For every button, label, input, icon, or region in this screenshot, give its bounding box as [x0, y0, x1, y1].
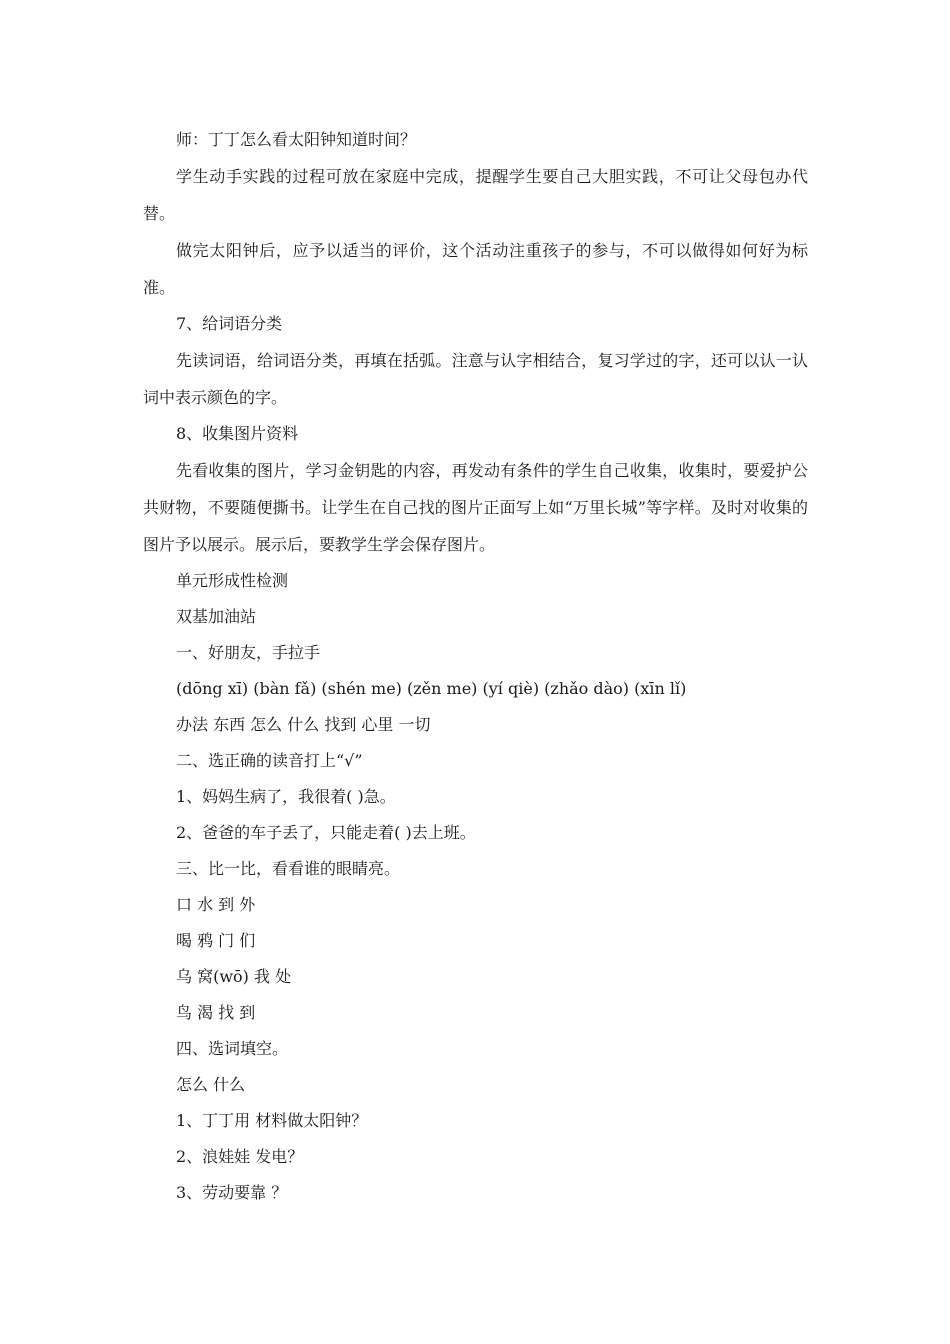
- question-1-pinyin: (dōng xī) (bàn fǎ) (shén me) (zěn me) (yí qiè) (zhǎo dào) (xīn lǐ): [176, 679, 687, 698]
- basics-title: 双基加油站: [176, 607, 257, 626]
- question-4-title: 四、选词填空。: [176, 1039, 289, 1058]
- section-7-body: 先读词语，给词语分类，再填在括弧。注意与认字相结合，复习学过的字，还可以认一认词中表示颜色的字。: [143, 351, 808, 407]
- question-2-item-1: 1、妈妈生病了，我很着( )急。: [176, 787, 396, 806]
- unit-test-title: 单元形成性检测: [176, 571, 289, 590]
- question-3-row-1: 口 水 到 外: [176, 895, 256, 914]
- question-4-item-3: 3、劳动要靠 ？: [176, 1183, 288, 1202]
- section-8-title: 8、收集图片资料: [176, 424, 299, 443]
- question-2-item-2: 2、爸爸的车子丢了，只能走着( )去上班。: [176, 823, 476, 842]
- question-4-options: 怎么 什么: [176, 1075, 246, 1094]
- question-3-row-2: 喝 鸦 门 们: [176, 931, 256, 950]
- document-body: [143, 122, 808, 1211]
- paragraph-teacher-question: 师：丁丁怎么看太阳钟知道时间？: [176, 130, 417, 149]
- question-1-words: 办法 东西 怎么 什么 找到 心里 一切: [176, 715, 431, 734]
- question-4-item-1: 1、丁丁用 材料做太阳钟？: [176, 1111, 368, 1130]
- section-8-body: 先看收集的图片，学习金钥匙的内容，再发动有条件的学生自己收集，收集时，要爱护公共财物，不要随便撕书。让学生在自己找的图片正面写上如“万里长城”等字样。及时对收集的图片予以展示。展示后，要教学生学会保存图片。: [143, 461, 808, 554]
- paragraph-practice-note: 学生动手实践的过程可放在家庭中完成，提醒学生要自己大胆实践，不可让父母包办代替。: [143, 167, 808, 223]
- question-4-item-2: 2、浪娃娃 发电？: [176, 1147, 304, 1166]
- question-1-title: 一、好朋友，手拉手: [176, 643, 321, 662]
- question-2-title: 二、选正确的读音打上“√”: [176, 751, 363, 770]
- question-3-row-3: 乌 窝(wō) 我 处: [176, 967, 292, 986]
- question-3-row-4: 鸟 渴 找 到: [176, 1003, 256, 1022]
- question-3-title: 三、比一比，看看谁的眼睛亮。: [176, 859, 401, 878]
- section-7-title: 7、给词语分类: [176, 314, 283, 333]
- paragraph-evaluation-note: 做完太阳钟后，应予以适当的评价，这个活动注重孩子的参与，不可以做得如何好为标准。: [143, 241, 808, 297]
